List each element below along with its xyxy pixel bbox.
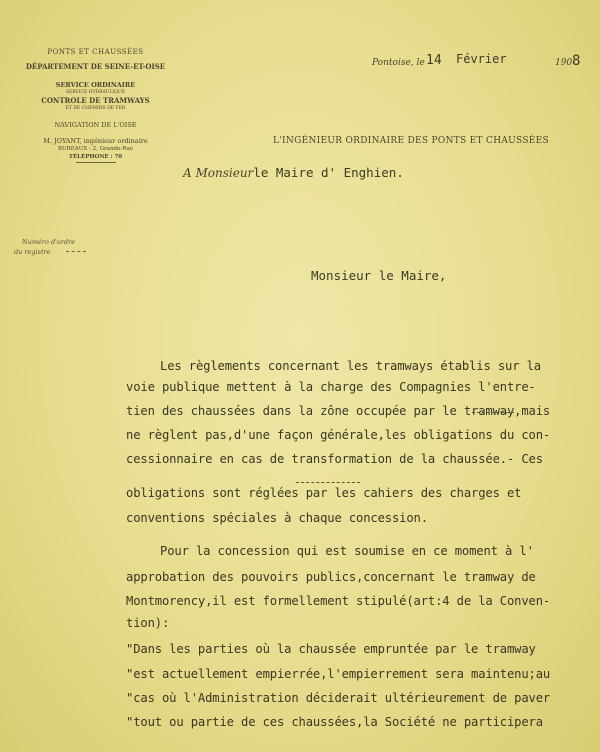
body-line: ne règlent pas,d'une façon générale,les obligations du con- bbox=[126, 428, 551, 442]
body-line: approbation des pouvoirs publics,concernant le tramway de bbox=[126, 570, 536, 584]
body-line: Pour la concession qui est soumise en ce moment à l' bbox=[160, 544, 534, 558]
body-line: "tout ou partie de ces chaussées,la Société ne participera bbox=[126, 715, 543, 729]
letterhead-bureaux: BUREAUX : 2, Grande-Rue bbox=[57, 146, 134, 152]
body-line: Les règlements concernant les tramways établis sur la bbox=[160, 359, 541, 373]
date-year-digit: 8 bbox=[572, 53, 581, 69]
date-year-prefix: 190 bbox=[555, 58, 573, 68]
salutation: Monsieur le Maire, bbox=[311, 268, 447, 283]
body-line: tien des chaussées dans la zône occupée par le tramway,mais bbox=[126, 404, 551, 418]
body-line: "Dans les parties où la chaussée empruntée par le tramway bbox=[126, 642, 536, 656]
letterhead-controle-tramways: CONTROLE DE TRAMWAYS bbox=[41, 96, 150, 105]
letterhead-ponts-et-chaussees: PONTS ET CHAUSSÉES bbox=[47, 48, 144, 56]
underline-mark bbox=[296, 482, 360, 483]
letterhead-telephone: TÉLÉPHONE : 70 bbox=[68, 154, 123, 160]
body-line: "cas où l'Administration déciderait ultérieurement de paver bbox=[126, 691, 551, 705]
underline-mark bbox=[472, 412, 514, 413]
body-line: voie publique mettent à la charge des Compagnies l'entre- bbox=[126, 380, 536, 394]
date-day: 14 bbox=[426, 53, 442, 68]
registre-label-numero: Numéro d'ordre bbox=[22, 238, 76, 246]
body-line: conventions spéciales à chaque concession. bbox=[126, 511, 428, 525]
letterhead-departement: DÉPARTEMENT DE SEINE-ET-OISE bbox=[25, 62, 166, 71]
body-line: tion): bbox=[126, 616, 170, 630]
letterhead-navigation-oise: NAVIGATION DE L'OISE bbox=[54, 121, 137, 129]
body-line: obligations sont réglées par les cahiers des charges et bbox=[126, 486, 522, 500]
letterhead-engineer-name: M. JOYANT, ingénieur ordinaire bbox=[43, 137, 148, 145]
letterhead-chemins-de-fer: ET DE CHEMINS DE FER bbox=[65, 106, 126, 111]
date-city: Pontoise, le bbox=[372, 58, 425, 68]
letterhead-service-hydraulique: SERVICE HYDRAULIQUE bbox=[65, 90, 126, 95]
recipient-name: le Maire d' Enghien. bbox=[253, 165, 404, 180]
recipient-prefix: A Monsieur bbox=[183, 166, 254, 180]
letterhead-service-ordinaire: SERVICE ORDINAIRE bbox=[55, 81, 136, 89]
registre-label-registre: du registre bbox=[14, 248, 51, 256]
sender-title: L'INGÉNIEUR ORDINAIRE DES PONTS ET CHAUSSÉES bbox=[273, 136, 550, 146]
body-line: Montmorency,il est formellement stipulé(art:4 de la Conven- bbox=[126, 594, 551, 608]
body-line: cessionnaire en cas de transformation de la chaussée.- Ces bbox=[126, 452, 543, 466]
body-line: "est actuellement empierrée,l'empierrement sera maintenu;au bbox=[126, 667, 551, 681]
date-month: Février bbox=[456, 52, 507, 66]
